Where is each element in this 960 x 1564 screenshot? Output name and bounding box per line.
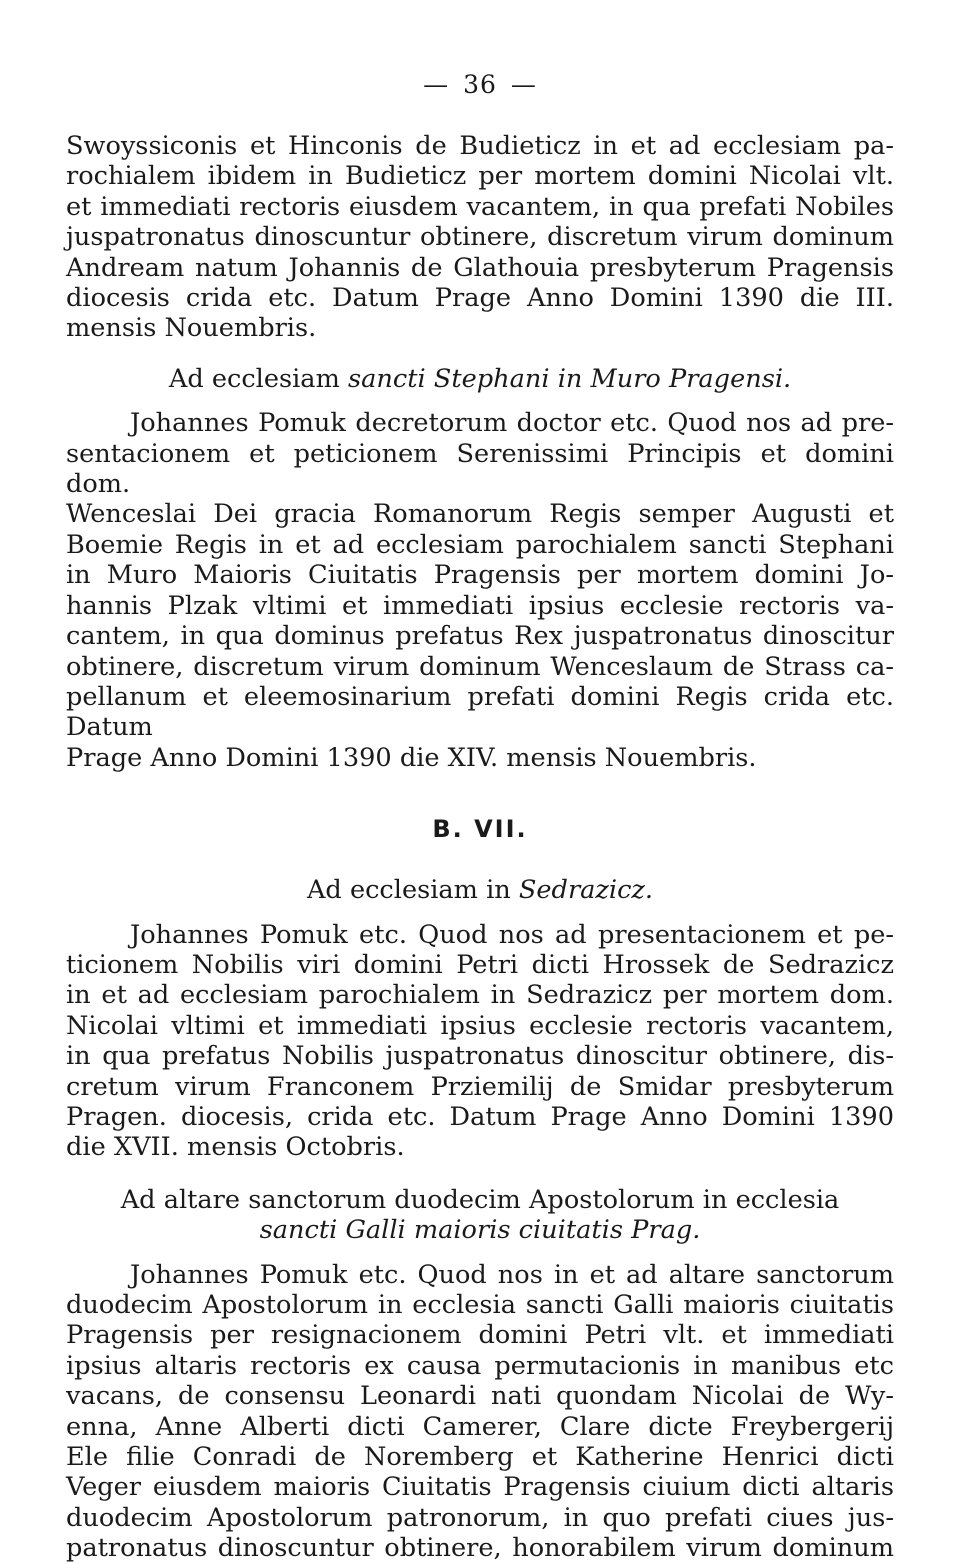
text-line: cretum virum Franconem Prziemilij de Smidar presbyterum — [66, 1071, 894, 1102]
text-line: obtinere, discretum virum dominum Wenceslaum de Strass ca- — [66, 651, 894, 682]
heading-text: Ad altare sanctorum duodecim Apostolorum in ecclesia — [120, 1184, 840, 1215]
text-line: Wenceslai Dei gracia Romanorum Regis semper Augusti et — [66, 499, 894, 530]
heading-italic-text: sancti Stephani in Muro Pragensi. — [347, 363, 792, 394]
text-line: ipsius altaris rectoris ex causa permutacionis in manibus etc — [66, 1350, 894, 1381]
heading-galli — [66, 1185, 894, 1246]
text-line: cantem, in qua dominus prefatus Rex juspatronatus dinoscitur — [66, 621, 894, 652]
section-label: B. VII. — [432, 815, 528, 844]
text-line: duodecim Apostolorum patronorum, in quo prefati ciues jus- — [66, 1502, 894, 1533]
paragraph-stephani — [66, 408, 894, 773]
text-line: Pragen. diocesis, crida etc. Datum Prage Anno Domini 1390 — [66, 1101, 894, 1132]
text-line: enna, Anne Alberti dicti Camerer, Clare dicte Freybergerij — [66, 1411, 894, 1442]
text-line: diocesis crida etc. Datum Prage Anno Domini 1390 die III. — [66, 283, 894, 314]
text-line: mensis Nouembris. — [66, 313, 317, 344]
heading-sedrazicz — [66, 875, 894, 905]
text-line: in qua prefatus Nobilis juspatronatus dinoscitur obtinere, dis- — [66, 1041, 894, 1072]
text-line: Pragensis per resignacionem domini Petri vlt. et immediati — [66, 1320, 894, 1351]
paragraph-galli — [66, 1260, 894, 1564]
page-number-header — [66, 70, 894, 99]
text-line: hannis Plzak vltimi et immediati ipsius ecclesie rectoris va- — [66, 590, 894, 621]
text-line: Swoyssiconis et Hinconis de Budieticz in et ad ecclesiam pa- — [66, 131, 894, 161]
paragraph-budieticz — [66, 131, 894, 344]
heading-italic-text: Sedrazicz. — [518, 875, 654, 906]
header-dash-left: — — [423, 70, 450, 99]
text-line: patronatus dinoscuntur obtinere, honorabilem virum dominum — [66, 1533, 894, 1564]
text-line: Johannes Pomuk decretorum doctor etc. Quod nos ad pre- — [130, 408, 894, 439]
text-line: ticionem Nobilis viri domini Petri dicti Hrossek de Sedrazicz — [66, 949, 894, 980]
paragraph-sedrazicz — [66, 920, 894, 1163]
text-line: duodecim Apostolorum in ecclesia sancti Galli maioris ciuitatis — [66, 1290, 894, 1320]
text-line: pellanum et eleemosinarium prefati domini Regis crida etc. Datum — [66, 681, 894, 743]
text-line: Nicolai vltimi et immediati ipsius ecclesie rectoris vacantem, — [66, 1010, 894, 1041]
page-number: 36 — [463, 70, 497, 99]
document-page — [66, 70, 894, 1564]
heading-text: Ad ecclesiam — [168, 363, 348, 394]
text-line: rochialem ibidem in Budieticz per mortem domini Nicolai vlt. — [66, 161, 894, 192]
text-line: in et ad ecclesiam parochialem in Sedrazicz per mortem dom. — [66, 980, 894, 1011]
text-line: Ele filie Conradi de Noremberg et Katherine Henrici dicti — [66, 1442, 894, 1473]
text-line: Johannes Pomuk etc. Quod nos ad presentacionem et pe- — [130, 919, 894, 950]
text-line: juspatronatus dinoscuntur obtinere, discretum virum dominum — [66, 222, 894, 253]
text-line: Johannes Pomuk etc. Quod nos in et ad altare sanctorum — [130, 1259, 894, 1290]
heading-italic-text: sancti Galli maioris ciuitatis Prag. — [259, 1215, 701, 1246]
text-line: vacans, de consensu Leonardi nati quondam Nicolai de Wy- — [66, 1381, 894, 1412]
heading-text: Ad ecclesiam in — [306, 875, 519, 906]
heading-stephani — [66, 364, 894, 394]
text-line: Boemie Regis in et ad ecclesiam parochialem sancti Stephani — [66, 529, 894, 560]
text-line: in Muro Maioris Ciuitatis Pragensis per mortem domini Jo- — [66, 560, 894, 591]
text-line: die XVII. mensis Octobris. — [66, 1132, 405, 1163]
header-dash-right: — — [510, 70, 537, 99]
text-line: sentacionem et peticionem Serenissimi Principis et domini dom. — [66, 438, 894, 500]
text-line: Prage Anno Domini 1390 die XIV. mensis Nouembris. — [66, 742, 757, 773]
text-line: et immediati rectoris eiusdem vacantem, in qua prefati Nobiles — [66, 191, 894, 222]
text-line: Andream natum Johannis de Glathouia presbyterum Pragensis — [66, 252, 894, 283]
text-line: Veger eiusdem maioris Ciuitatis Pragensis ciuium dicti altaris — [66, 1472, 894, 1503]
